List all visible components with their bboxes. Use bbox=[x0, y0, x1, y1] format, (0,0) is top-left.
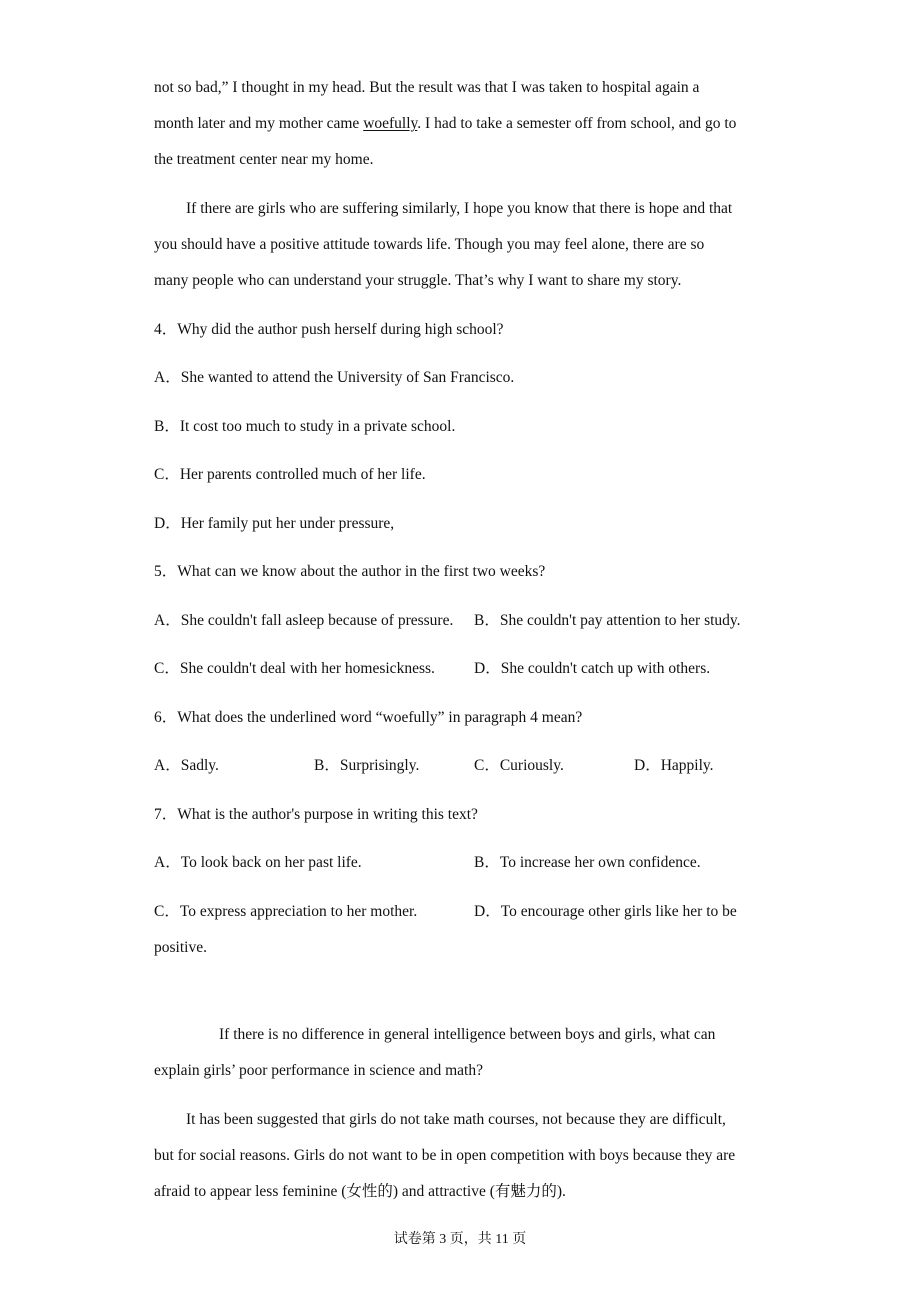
passage-line: not so bad,” I thought in my head. But the result was that I was taken to hospital again a bbox=[154, 79, 700, 96]
passage-line: you should have a positive attitude towards life. Though you may feel alone, there are so bbox=[154, 236, 705, 253]
option-c[interactable]: C．Her parents controlled much of her life. bbox=[154, 466, 426, 483]
passage-line: but for social reasons. Girls do not want to be in open competition with boys because they are bbox=[154, 1147, 736, 1164]
option-a[interactable]: A．To look back on her past life. bbox=[154, 854, 362, 871]
passage-text: . I had to take a semester off from school, and go to bbox=[417, 115, 737, 132]
option-c[interactable]: C．Curiously. bbox=[474, 757, 564, 774]
option-b[interactable]: B．Surprisingly. bbox=[314, 757, 420, 774]
question-stem: 7．What is the author's purpose in writing this text? bbox=[154, 806, 478, 823]
passage-text: month later and my mother came bbox=[154, 115, 364, 132]
question-stem: 5．What can we know about the author in the first two weeks? bbox=[154, 563, 546, 580]
underlined-word: woefully bbox=[363, 115, 418, 132]
option-c[interactable]: C．She couldn't deal with her homesickness. bbox=[154, 660, 435, 677]
option-a[interactable]: A．She wanted to attend the University of San Francisco. bbox=[154, 369, 515, 386]
option-d[interactable]: D．To encourage other girls like her to be bbox=[474, 903, 737, 920]
option-c[interactable]: C．To express appreciation to her mother. bbox=[154, 903, 418, 920]
passage-line: afraid to appear less feminine (女性的) and attractive (有魅力的). bbox=[154, 1183, 566, 1200]
option-d[interactable]: D．Her family put her under pressure, bbox=[154, 515, 395, 532]
passage-line: the treatment center near my home. bbox=[154, 151, 374, 168]
option-b[interactable]: B．To increase her own confidence. bbox=[474, 854, 701, 871]
passage-line: If there are girls who are suffering similarly, I hope you know that there is hope and that bbox=[186, 200, 733, 217]
passage-line: explain girls’ poor performance in science and math? bbox=[154, 1062, 483, 1079]
passage-line: If there is no difference in general intelligence between boys and girls, what can bbox=[219, 1026, 716, 1043]
option-d[interactable]: D．Happily. bbox=[634, 757, 714, 774]
option-b[interactable]: B．She couldn't pay attention to her study. bbox=[474, 612, 741, 629]
passage-line: many people who can understand your struggle. That’s why I want to share my story. bbox=[154, 272, 682, 289]
option-d-continuation: positive. bbox=[154, 939, 207, 956]
page-footer: 试卷第 3 页，共 11 页 bbox=[393, 1232, 527, 1247]
question-stem: 6．What does the underlined word “woefully” in paragraph 4 mean? bbox=[154, 709, 583, 726]
option-b[interactable]: B．It cost too much to study in a private school. bbox=[154, 418, 456, 435]
option-a[interactable]: A．Sadly. bbox=[154, 757, 219, 774]
option-a[interactable]: A．She couldn't fall asleep because of pressure. bbox=[154, 612, 454, 629]
option-d[interactable]: D．She couldn't catch up with others. bbox=[474, 660, 711, 677]
question-stem: 4．Why did the author push herself during high school? bbox=[154, 321, 504, 338]
passage-line bbox=[154, 114, 736, 134]
passage-line: It has been suggested that girls do not take math courses, not because they are difficult, bbox=[186, 1111, 726, 1128]
